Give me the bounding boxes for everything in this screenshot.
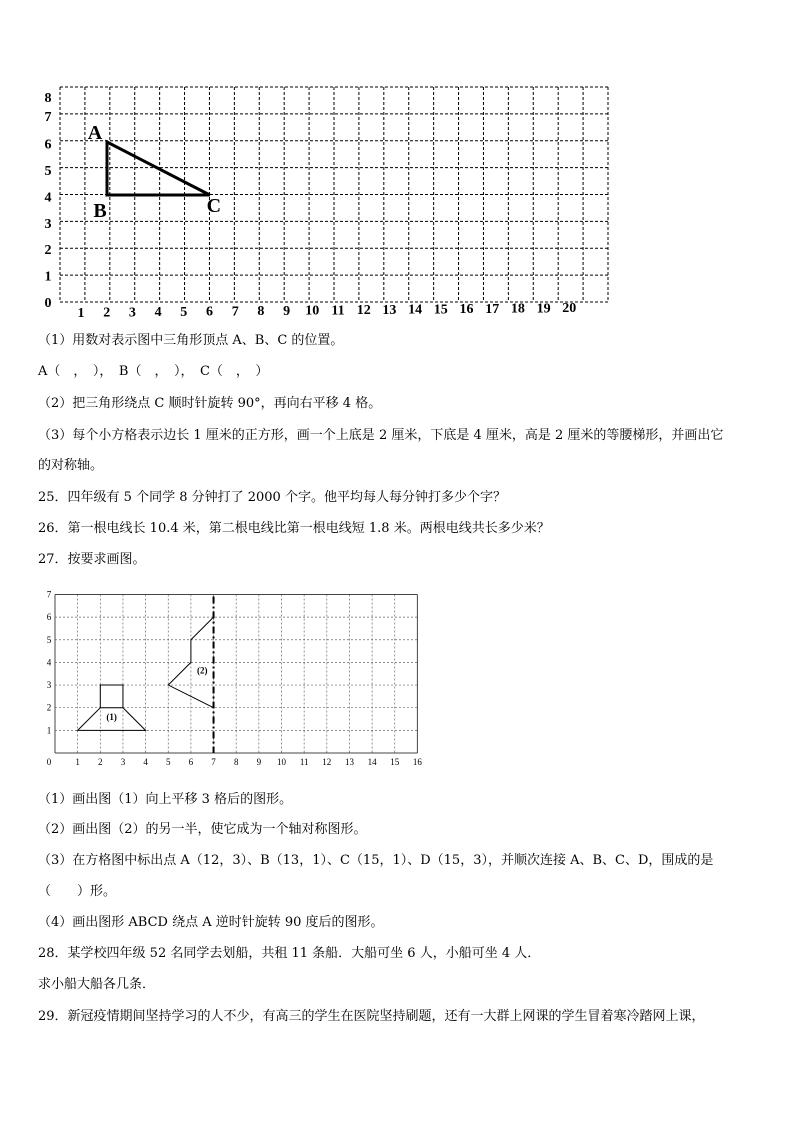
question-24-part1: （1）用数对表示图中三角形顶点 A、B、C 的位置。 bbox=[38, 333, 344, 348]
question-27-part2: （2）画出图（2）的另一半，使它成为一个轴对称图形。 bbox=[38, 822, 367, 837]
y-tick-label: 1 bbox=[44, 269, 52, 285]
y-tick-label: 7 bbox=[46, 589, 52, 600]
question-27: 27．按要求画图。 bbox=[38, 552, 146, 567]
y-tick-label: 3 bbox=[46, 680, 52, 691]
x-tick-label: 1 bbox=[77, 305, 85, 321]
x-tick-label: 20 bbox=[562, 301, 577, 316]
x-tick-label: 8 bbox=[233, 757, 239, 767]
x-tick-label: 15 bbox=[433, 302, 448, 318]
x-tick-label: 7 bbox=[231, 304, 239, 320]
vertex-label-b: B bbox=[93, 200, 107, 222]
x-tick-label: 19 bbox=[536, 301, 551, 317]
y-tick-label: 4 bbox=[46, 657, 52, 668]
y-tick-label: 3 bbox=[44, 216, 52, 232]
x-tick-label: 2 bbox=[103, 305, 111, 321]
y-tick-label: 1 bbox=[46, 725, 52, 736]
coordinate-grid-2 bbox=[0, 585, 794, 775]
vertex-label-a: A bbox=[87, 122, 103, 144]
x-tick-label: 1 bbox=[75, 757, 80, 767]
x-tick-label: 9 bbox=[283, 303, 291, 319]
question-25: 25．四年级有 5 个同学 8 分钟打了 2000 个字。他平均每人每分钟打多少个字？ bbox=[38, 490, 506, 505]
x-tick-label: 2 bbox=[98, 757, 103, 767]
triangle-abc bbox=[107, 142, 210, 195]
question-26: 26．第一根电线长 10.4 米，第二根电线比第一根电线短 1.8 米。两根电线共长多少米？ bbox=[38, 521, 550, 536]
x-tick-label: 4 bbox=[154, 305, 162, 320]
y-tick-label: 0 bbox=[44, 296, 52, 311]
x-tick-label: 6 bbox=[206, 304, 213, 320]
y-tick-label: 5 bbox=[44, 164, 52, 179]
x-tick-label: 18 bbox=[510, 301, 525, 317]
x-tick-label: 5 bbox=[166, 757, 171, 767]
x-tick-label: 0 bbox=[46, 757, 52, 767]
x-tick-label: 12 bbox=[322, 757, 332, 767]
x-tick-label: 9 bbox=[256, 757, 262, 767]
question-24-part3: （3）每个小方格表示边长 1 厘米的正方形，画一个上底是 2 厘米，下底是 4 厘米，高是 2 厘米的等腰梯形，并画出它 bbox=[38, 428, 724, 443]
figure-1-label: (1) bbox=[106, 712, 117, 723]
x-tick-label: 6 bbox=[188, 757, 194, 767]
question-28: 28．某学校四年级 52 名同学去划船，共租 11 条船．大船可坐 6 人，小船可坐 4 人． bbox=[38, 946, 541, 961]
x-tick-label: 14 bbox=[408, 302, 423, 318]
x-tick-label: 13 bbox=[344, 757, 354, 767]
coordinate-grid-1 bbox=[0, 0, 794, 330]
y-tick-label: 5 bbox=[46, 634, 52, 645]
x-tick-label: 4 bbox=[143, 757, 148, 767]
y-tick-label: 4 bbox=[44, 190, 52, 206]
x-tick-label: 14 bbox=[367, 757, 377, 767]
question-27-part1: （1）画出图（1）向上平移 3 格后的图形。 bbox=[38, 792, 293, 807]
x-tick-label: 13 bbox=[382, 302, 397, 318]
x-tick-label: 17 bbox=[485, 301, 500, 317]
y-tick-label: 2 bbox=[44, 243, 52, 259]
question-28-cont: 求小船大船各几条． bbox=[38, 977, 156, 992]
question-27-part3: （3）在方格图中标出点 A（12，3）、B（13，1）、C（15，1）、D（15，3），并顺次连接 A、B、C、D，围成的是 bbox=[38, 853, 714, 868]
x-tick-label: 15 bbox=[390, 757, 400, 767]
x-tick-label: 7 bbox=[211, 757, 216, 767]
x-tick-label: 3 bbox=[128, 305, 136, 321]
question-24-part3-cont: 的对称轴。 bbox=[38, 458, 104, 473]
x-tick-label: 12 bbox=[356, 303, 371, 318]
question-27-part3-blank: （ ）形。 bbox=[38, 884, 117, 899]
y-tick-label: 2 bbox=[46, 702, 52, 713]
x-tick-label: 3 bbox=[120, 757, 126, 767]
x-tick-label: 11 bbox=[331, 303, 345, 319]
figure-2-label: (2) bbox=[196, 665, 208, 676]
x-tick-label: 16 bbox=[412, 757, 422, 767]
y-tick-label: 6 bbox=[46, 612, 52, 623]
x-tick-label: 11 bbox=[299, 757, 309, 767]
question-27-part4: （4）画出图形 ABCD 绕点 A 逆时针旋转 90 度后的图形。 bbox=[38, 915, 384, 930]
y-tick-label: 8 bbox=[44, 91, 52, 106]
y-tick-label: 6 bbox=[44, 137, 52, 153]
answer-blanks-abc: A（ ， ）， B（ ， ）， C（ ， ） bbox=[38, 364, 269, 379]
x-tick-label: 10 bbox=[277, 757, 286, 767]
x-tick-label: 8 bbox=[257, 304, 265, 319]
vertex-label-c: C bbox=[206, 195, 222, 217]
x-tick-label: 16 bbox=[459, 302, 474, 317]
x-tick-label: 5 bbox=[180, 304, 188, 320]
question-24-part2: （2）把三角形绕点 C 顺时针旋转 90°，再向右平移 4 格。 bbox=[38, 396, 382, 411]
question-29: 29．新冠疫情期间坚持学习的人不少，有高三的学生在医院坚持刷题，还有一大群上网课的学生冒着寒冷踏网上课， bbox=[38, 1009, 705, 1024]
y-tick-label: 7 bbox=[44, 110, 52, 125]
x-tick-label: 10 bbox=[305, 303, 320, 319]
